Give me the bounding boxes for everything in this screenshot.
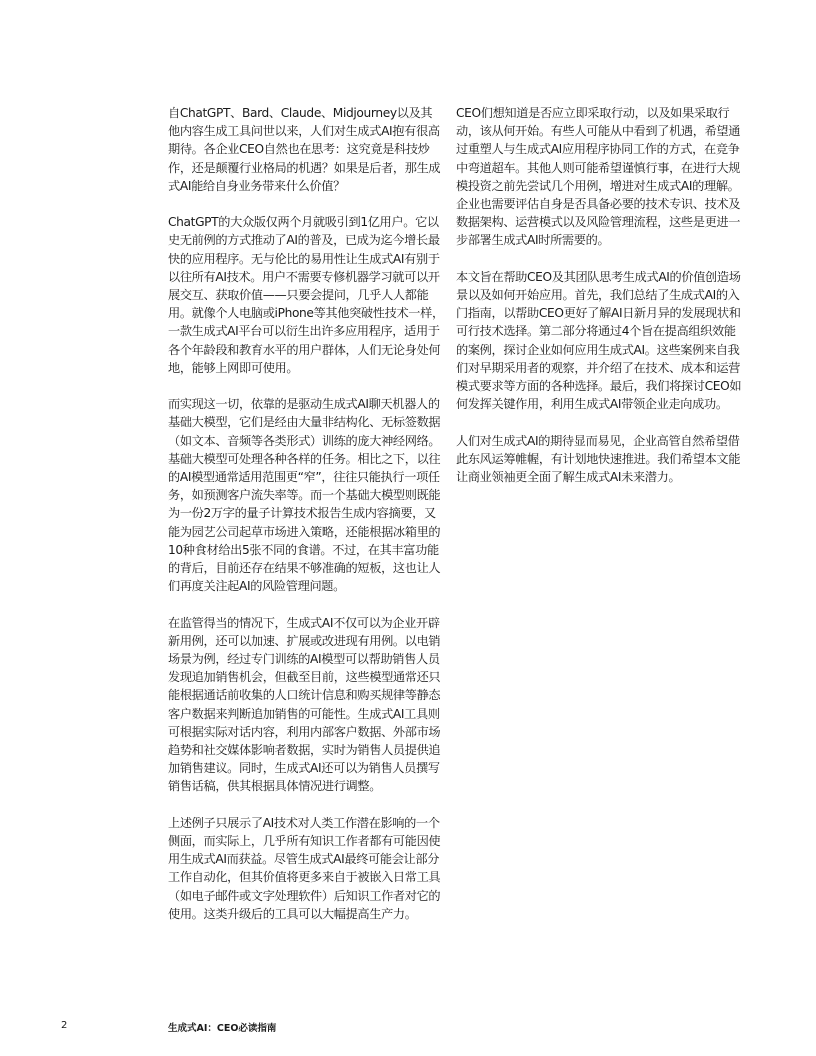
paragraph-intro: 自ChatGPT、Bard、Claude、Midjourney以及其他内容生成工具问世以来，人们对生成式AI抱有很高期待。各企业CEO自然也在思考：这究竟是科技炒作，还是颠覆行业格局的机遇？如果是后者，那生成式AI能给自身业务带来什么价值？ bbox=[168, 106, 441, 193]
paragraph-sales-use-case: 在监管得当的情况下，生成式AI不仅可以为企业开辟新用例，还可以加速、扩展或改进现有用例。以电销场景为例，经过专门训练的AI模型可以帮助销售人员发现追加销售机会，但截至目前，这些模型通常还只能根据通话前收集的人口统计信息和购买规律等静态客户数据来判断追加销售的可能性。生成式AI工具则可根据实际对话内容，利用内部客户数据、外部市场趋势和社交媒体影响者数据，实时为销售人员提供追加销售建议。同时，生成式AI还可以为销售人员撰写销售话稿，供其根据具体情况进行调整。 bbox=[168, 615, 441, 794]
paragraph-ceo-action: CEO们想知道是否应立即采取行动，以及如果采取行动，该从何开始。有些人可能从中看到了机遇，希望通过重塑人与生成式AI应用程序协同工作的方式，在竞争中弯道超车。其他人则可能希望谨慎行事，在进行大规模投资之前先尝试几个用例，增进对生成式AI的理解。企业也需要评估自身是否具备必要的技术专识、技术及数据架构、运营模式以及风险管理流程，这些是更进一步部署生成式AI时所需要的。 bbox=[456, 106, 741, 248]
paragraph-foundation-models: 而实现这一切，依靠的是驱动生成式AI聊天机器人的基础大模型，它们是经由大量非结构化、无标签数据（如文本、音频等各类形式）训练的庞大神经网络。基础大模型可处理各种各样的任务。相比之下，以往的AI模型通常适用范围更“窄”，往往只能执行一项任务，如预测客户流失率等。而一个基础大模型则既能为一份2万字的量子计算技术报告生成内容摘要，又能为园艺公司起草市场进入策略，还能根据冰箱里的10种食材给出5张不同的食谱。不过，在其丰富功能的背后，目前还存在结果不够准确的短板，这也让人们再度关注起AI的风险管理问题。 bbox=[168, 397, 441, 594]
paragraph-article-purpose: 本文旨在帮助CEO及其团队思考生成式AI的价值创造场景以及如何开始应用。首先，我们总结了生成式AI的入门指南，以帮助CEO更好了解AI日新月异的发展现状和可行技术选择。第二部分将通过4个旨在提高组织效能的案例，探讨企业如何应用生成式AI。这些案例来自我们对早期采用者的观察，并介绍了在技术、成本和运营模式要求等方面的各种选择。最后，我们将探讨CEO如何发挥关键作用，利用生成式AI带领企业走向成功。 bbox=[456, 269, 742, 412]
paragraph-chatgpt-users: ChatGPT的大众版仅两个月就吸引到1亿用户。它以史无前例的方式推动了AI的普及，已成为迄今增长最快的应用程序。无与伦比的易用性让生成式AI有别于以往所有AI技术。用户不需要专修机器学习就可以开展交互、获取价值——只要会提问，几乎人人都能用。就像个人电脑或iPhone等其他突破性技术一样，一款生成式AI平台可以衍生出许多应用程序，适用于各个年龄段和教育水平的用户群体，人们无论身处何地，能够上网即可使用。 bbox=[168, 215, 444, 375]
right-column bbox=[456, 104, 744, 504]
left-column bbox=[168, 104, 444, 941]
footer-doc-title: 生成式AI：CEO必读指南 bbox=[168, 1023, 277, 1034]
page-number: 2 bbox=[61, 1020, 68, 1031]
paragraph-conclusion: 人们对生成式AI的期待显而易见，企业高管自然希望借此东风运筹帷幄，有计划地快速推进。我们希望本文能让商业领袖更全面了解生成式AI未来潜力。 bbox=[456, 433, 741, 485]
paragraph-knowledge-workers: 上述例子只展示了AI技术对人类工作潜在影响的一个侧面，而实际上，几乎所有知识工作者都有可能因使用生成式AI而获益。尽管生成式AI最终可能会让部分工作自动化，但其价值将更多来自于被嵌入日常工具（如电子邮件或文字处理软件）后知识工作者对它的使用。这类升级后的工具可以大幅提高生产力。 bbox=[168, 815, 441, 921]
